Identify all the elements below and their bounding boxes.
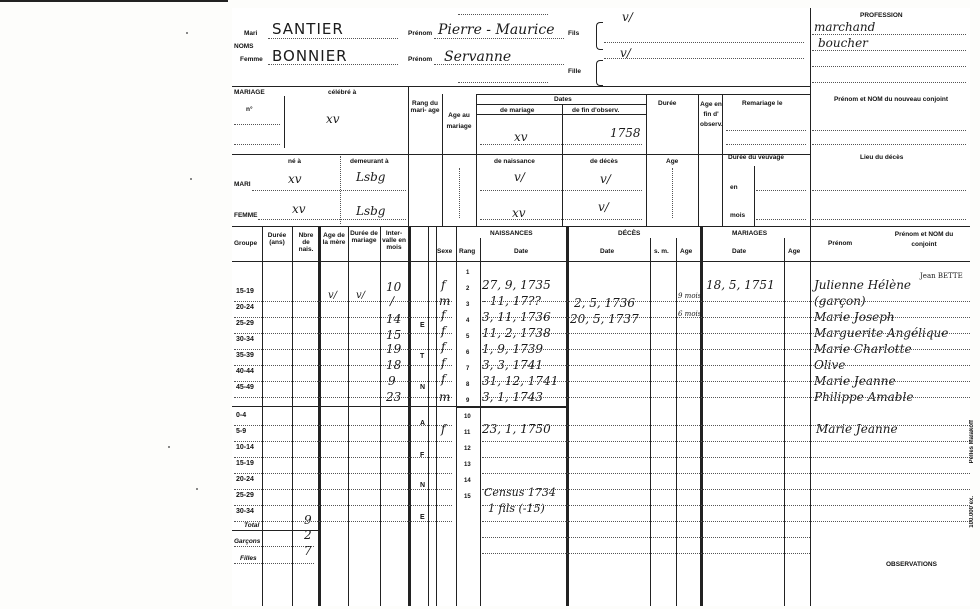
letter: N — [420, 384, 426, 391]
en-label: en — [730, 184, 738, 191]
femme-demeurant-value: Lsbg — [356, 204, 386, 218]
filles-label: Filles — [240, 555, 257, 562]
prenom-header: Prénom — [828, 240, 853, 247]
femme-ne-value: xv — [292, 202, 306, 216]
birth-date: 1, 9, 1739 — [482, 342, 544, 356]
age-label: Age au mariage — [446, 112, 472, 130]
child-name: Julienne Hélène — [814, 278, 912, 292]
death-age: 6 mois — [678, 310, 702, 318]
duree-mariage-header: Durée de mariage — [350, 230, 378, 244]
rank: 10 — [464, 414, 471, 420]
deces-label: de décès — [590, 158, 618, 165]
garcons-value: 2 — [304, 528, 312, 542]
child-name: Philippe Amable — [814, 390, 914, 404]
prenom-label-femme: Prénom — [408, 56, 433, 63]
child-marriage-date: 18, 5, 1751 — [706, 278, 775, 292]
sm-header: s. m. — [654, 248, 669, 255]
duree-header: Durée (ans) — [267, 232, 287, 246]
child-name: (garçon) — [814, 294, 866, 308]
remariage-label: Remariage le — [742, 100, 783, 107]
age2-label: Age — [666, 158, 679, 165]
prenom-label-mari: Prénom — [408, 30, 433, 37]
sexe-header: Sexe — [437, 248, 453, 255]
nbre-header: Nbre de nais. — [298, 232, 314, 253]
rang-label: Rang du mari- age — [410, 100, 440, 114]
interval: 23 — [386, 390, 402, 404]
census-line-2: 1 fils (-15) — [488, 502, 545, 515]
sex: m — [439, 294, 451, 308]
total-value: 9 — [304, 513, 312, 527]
sex: f — [441, 324, 446, 338]
mariages-date-header: Date — [732, 248, 747, 255]
profession-2: boucher — [818, 36, 868, 50]
sex: f — [441, 340, 446, 354]
interval: 9 — [388, 374, 396, 388]
margin-dot — [186, 32, 188, 34]
celebre-label: célébré à — [328, 89, 357, 96]
v-mark-2: v∕ — [356, 290, 366, 301]
copies-mark: 100.000 ex. — [969, 496, 975, 528]
total-label: Total — [244, 522, 260, 529]
age-group: 45-49 — [236, 384, 254, 391]
letter: E — [420, 514, 425, 521]
age-group: 5-9 — [236, 428, 247, 435]
top-rule — [0, 0, 228, 2]
sex: f — [441, 422, 446, 436]
naissance-date-header: Date — [514, 248, 529, 255]
child-name: Olive — [814, 358, 846, 372]
age-group: 35-39 — [236, 352, 254, 359]
printer-mark: Pelles Malakoff — [969, 420, 975, 464]
age-group: 10-14 — [236, 444, 254, 451]
letter: A — [420, 420, 426, 427]
sex: f — [441, 308, 446, 322]
mariages-age-header: Age — [788, 248, 801, 255]
fille-mark: v∕ — [620, 46, 631, 60]
rank: 1 — [466, 270, 470, 276]
age-group: 30-34 — [236, 336, 254, 343]
mariages-header: MARIAGES — [732, 230, 768, 237]
groupe-header: Groupe — [234, 240, 258, 247]
wife-firstname: Servanne — [444, 49, 512, 65]
census-line-1: Census 1734 — [484, 486, 556, 499]
ne-a-label: né à — [288, 158, 302, 165]
rank: 14 — [464, 478, 471, 484]
mari-row-label: MARI — [234, 181, 251, 188]
naissance-label: de naissance — [494, 158, 535, 165]
death-age: 9 mois — [678, 292, 702, 300]
mari-ne-value: xv — [288, 172, 302, 186]
mari-naissance-value: v∕ — [514, 170, 525, 184]
wife-surname: BONNIER — [272, 47, 348, 65]
death-date: 2, 5, 1736 — [574, 296, 636, 310]
death-date: 20, 5, 1737 — [570, 312, 639, 326]
birth-date: 11, 2, 1738 — [482, 326, 551, 340]
rank: 6 — [466, 350, 470, 356]
rank: 11 — [464, 430, 471, 436]
birth-date: - 11, 17?? — [482, 294, 541, 308]
interval: 10 — [386, 280, 402, 294]
sex: f — [441, 372, 446, 386]
sex: m — [439, 390, 451, 404]
letter: N — [420, 482, 426, 489]
margin-dot — [196, 488, 198, 490]
femme-label: Femme — [240, 56, 263, 63]
interval: 15 — [386, 328, 402, 342]
deces-header: DÉCÈS — [618, 230, 641, 237]
age-group: 30-34 — [236, 508, 254, 515]
age-group: 0-4 — [236, 412, 247, 419]
margin-dot — [190, 178, 192, 180]
husband-surname: SANTIER — [272, 20, 344, 38]
mari-deces-value: v∕ — [600, 172, 611, 186]
spouse-name: Jean BETTE — [920, 272, 963, 280]
birth-date: 3, 1, 1743 — [482, 390, 544, 404]
date-mariage-value: xv — [514, 130, 528, 144]
interval: 19 — [386, 342, 402, 356]
age-group: 25-29 — [236, 320, 254, 327]
letter: F — [420, 452, 425, 459]
age-mere-header: Age de la mère — [322, 232, 346, 246]
fils-mark: v∕ — [622, 10, 633, 24]
demeurant-label: demeurant à — [350, 158, 389, 165]
rank: 7 — [466, 366, 470, 372]
femme-naissance-value: xv — [512, 206, 526, 220]
sex: f — [441, 356, 446, 370]
age-group: 25-29 — [236, 492, 254, 499]
rank: 9 — [466, 398, 470, 404]
child-name: Marie Charlotte — [814, 342, 912, 356]
letter: E — [420, 322, 425, 329]
noms-label: NOMS — [234, 43, 254, 50]
mari-demeurant-value: Lsbg — [356, 170, 386, 184]
rank: 4 — [466, 318, 470, 324]
deces-age-header: Age — [680, 248, 693, 255]
lieu-deces-label: Lieu du décès — [860, 154, 904, 161]
rang-header: Rang — [459, 248, 476, 255]
rank: 12 — [464, 446, 471, 452]
prenom-conjoint-header: Prénom et NOM du conjoint — [894, 231, 954, 248]
interval: 18 — [386, 358, 402, 372]
age-group: 20-24 — [236, 476, 254, 483]
interval: ∕ — [390, 294, 395, 308]
rank: 8 — [466, 382, 470, 388]
filles-value: 7 — [304, 544, 312, 558]
age-group: 40-44 — [236, 368, 254, 375]
fils-label: Fils — [568, 30, 580, 37]
profession-1: marchand — [814, 20, 876, 34]
child-name: Marie Jeanne — [816, 422, 898, 436]
no-label: n° — [246, 106, 253, 113]
date-fin-value: 1758 — [610, 126, 641, 140]
child-name: Marie Joseph — [814, 310, 895, 324]
age-group: 15-19 — [236, 288, 254, 295]
birth-date: 27, 9, 1735 — [482, 278, 551, 292]
fille-label: Fille — [568, 68, 582, 75]
child-name: Marguerite Angélique — [814, 326, 949, 340]
garcons-label: Garçons — [234, 538, 261, 545]
profession-label: PROFESSION — [860, 12, 903, 19]
rank: 13 — [464, 462, 471, 468]
birth-date: 23, 1, 1750 — [482, 422, 551, 436]
margin-dot — [168, 446, 170, 448]
interval: 14 — [386, 312, 402, 326]
letter: T — [420, 353, 425, 360]
family-card — [232, 8, 970, 606]
child-name: Marie Jeanne — [814, 374, 896, 388]
mois-label: mois — [730, 212, 746, 219]
observations-label: OBSERVATIONS — [886, 561, 937, 568]
mariage-label: MARIAGE — [234, 89, 265, 96]
sex: f — [441, 278, 446, 292]
mari-label: Mari — [244, 30, 258, 37]
age-fin-label: Age en fin d' observ. — [700, 101, 723, 128]
date-mariage-label: de mariage — [500, 107, 535, 114]
dates-label: Dates — [554, 96, 572, 103]
intervalle-header: Inter- valle en mois — [382, 230, 406, 251]
birth-date: 3, 3, 1741 — [482, 358, 544, 372]
husband-firstname: Pierre - Maurice — [438, 22, 555, 38]
prenom-nom-conjoint-label: Prénom et NOM du nouveau conjoint — [833, 96, 949, 103]
date-fin-label: de fin d'observ. — [572, 107, 620, 114]
femme-deces-value: v∕ — [598, 200, 609, 214]
v-mark-1: v∕ — [328, 290, 338, 301]
birth-date: 3, 11, 1736 — [482, 310, 551, 324]
duree-label: Durée — [658, 100, 677, 107]
femme-row-label: FEMME — [234, 212, 258, 219]
age-group: 15-19 — [236, 460, 254, 467]
birth-date: 31, 12, 1741 — [482, 374, 559, 388]
rank: 15 — [464, 494, 471, 500]
rank: 2 — [466, 286, 470, 292]
deces-date-header: Date — [600, 248, 615, 255]
age-group: 20-24 — [236, 304, 254, 311]
naissances-header: NAISSANCES — [490, 230, 533, 237]
duree-veuvage-label: Durée du veuvage — [728, 154, 784, 161]
rank: 3 — [466, 302, 470, 308]
rank: 5 — [466, 334, 470, 340]
celebre-value: xv — [326, 112, 340, 126]
